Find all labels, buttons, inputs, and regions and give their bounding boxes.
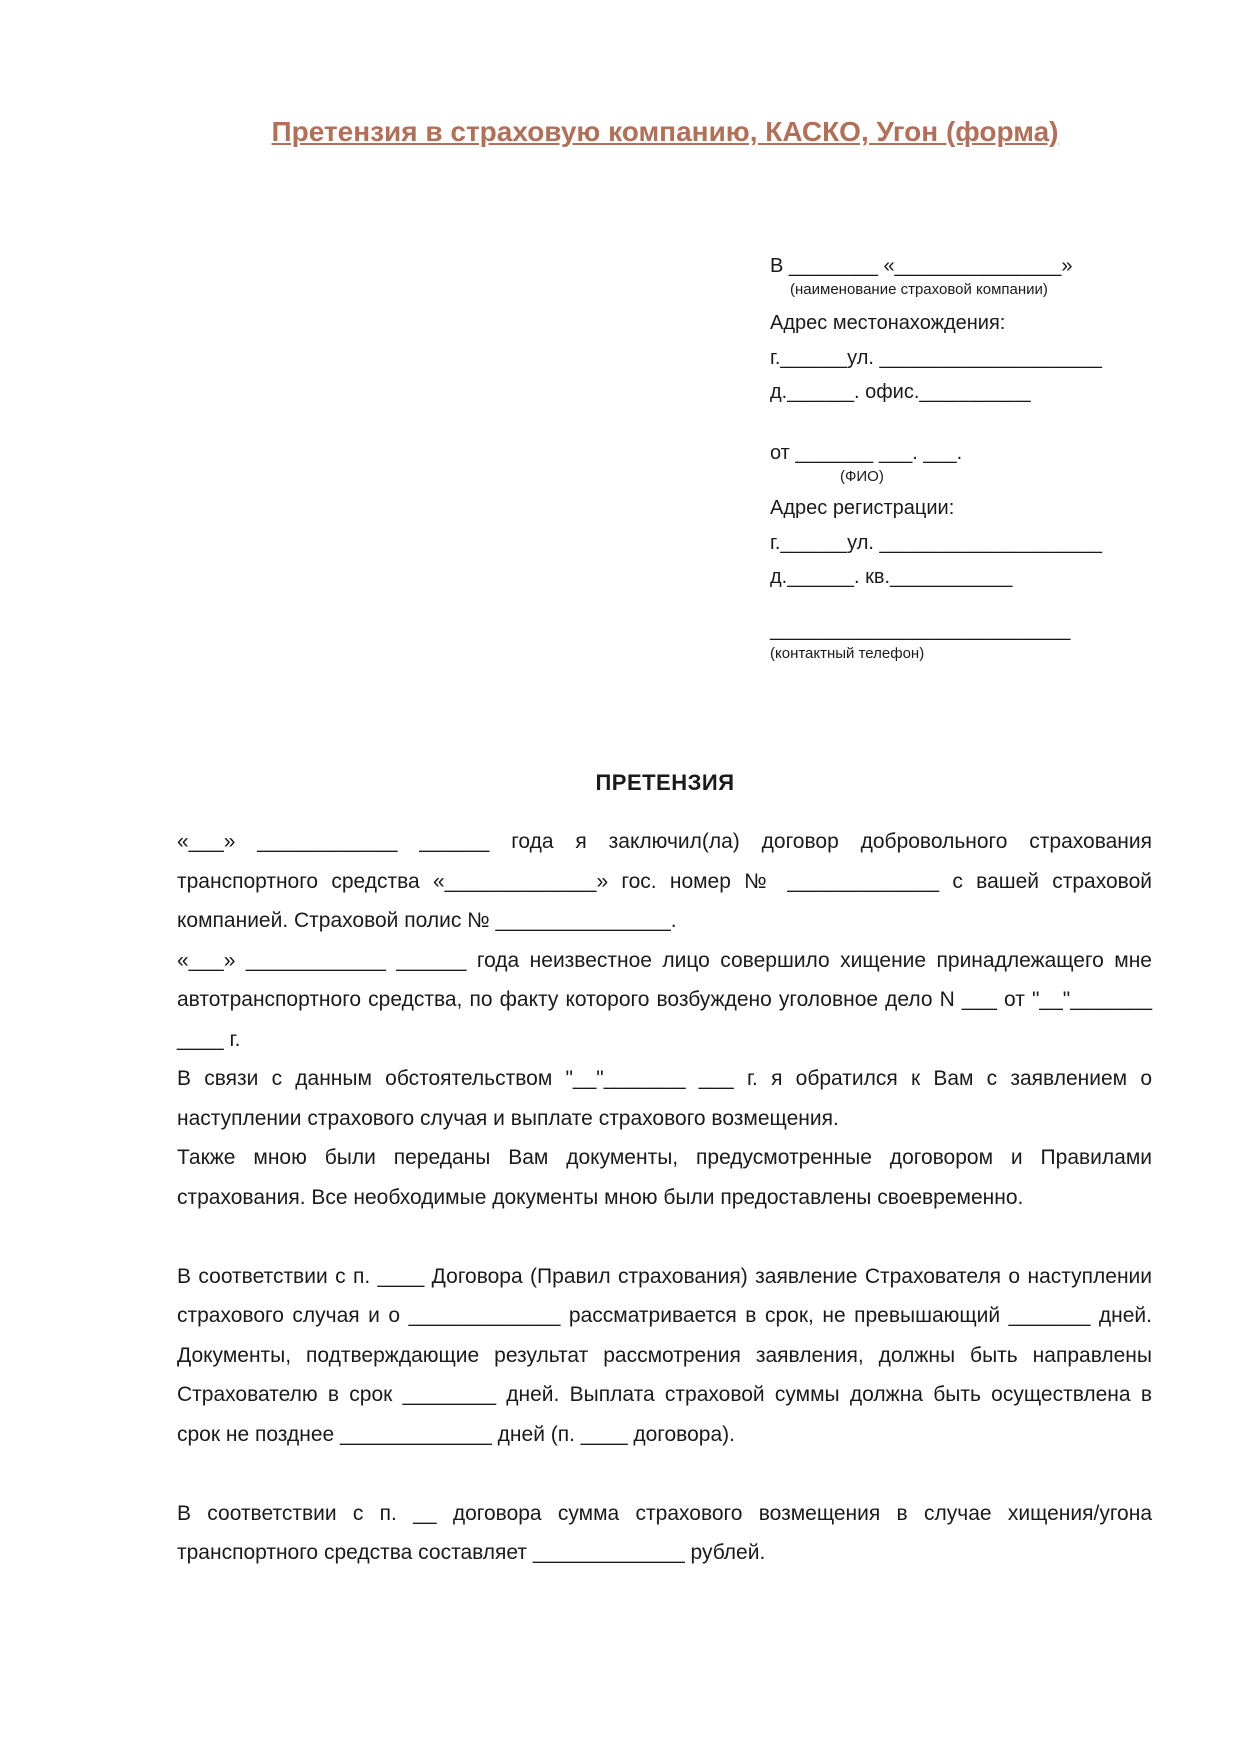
reg-house-apt: д.______. кв.___________: [770, 566, 1013, 588]
document-title: Претензия в страховую компанию, КАСКО, Угон (форма): [271, 116, 1059, 147]
paragraph-contract: «___» ____________ ______ года я заключил(ла) договор добровольного страхования транспортного средства «_____________» гос. номер № _____________ с вашей страховой компанией. Страховой полис № _______________.: [177, 830, 1152, 932]
paragraph-spacer: [177, 1454, 1152, 1494]
company-address-label: Адрес местонахождения:: [770, 312, 1006, 334]
claim-heading: ПРЕТЕНЗИЯ: [595, 770, 735, 795]
phone-caption: (контактный телефон): [770, 645, 925, 662]
reg-address-label: Адрес регистрации:: [770, 497, 955, 519]
paragraph-terms: В соответствии с п. ____ Договора (Правил страхования) заявление Страхователя о наступлении страхового случая и о _____________ рассматривается в срок, не превышающий _______ дней. Документы, подтверждающие результат рассмотрения заявления, должны быть направлены Страхователю в срок ________ дней. Выплата страховой суммы должна быть осуществлена в срок не позднее _____________ дней (п. ____ договора).: [177, 1264, 1152, 1446]
paragraph-application: В связи с данным обстоятельством "__"_______ ___ г. я обратился к Вам с заявлением о наступлении страхового случая и выплате страхового возмещения.: [177, 1067, 1152, 1130]
paragraph-amount: В соответствии с п. __ договора сумма страхового возмещения в случае хищения/угона транспортного средства составляет _____________ рублей.: [177, 1501, 1152, 1564]
from-caption: (ФИО): [840, 468, 884, 485]
paragraph-documents: Также мною были переданы Вам документы, предусмотренные договором и Правилами страхования. Все необходимые документы мною были предоставлены своевременно.: [177, 1146, 1152, 1209]
phone-line: ___________________________: [770, 619, 1071, 641]
company-city-street: г.______ул. ____________________: [770, 347, 1102, 369]
reg-city-street: г.______ул. ____________________: [770, 532, 1102, 554]
to-caption: (наименование страховой компании): [790, 281, 1048, 298]
company-house-office: д.______. офис.__________: [770, 381, 1031, 403]
from-line: от _______ ___. ___.: [770, 442, 963, 464]
claim-body: [177, 822, 1152, 1573]
paragraph-theft: «___» ____________ ______ года неизвестное лицо совершило хищение принадлежащего мне автотранспортного средства, по факту которого возбуждено уголовное дело N ___ от "__"_______ ____ г.: [177, 948, 1152, 1051]
paragraph-spacer: [177, 1217, 1152, 1257]
to-line: В ________ «_______________»: [770, 255, 1073, 277]
